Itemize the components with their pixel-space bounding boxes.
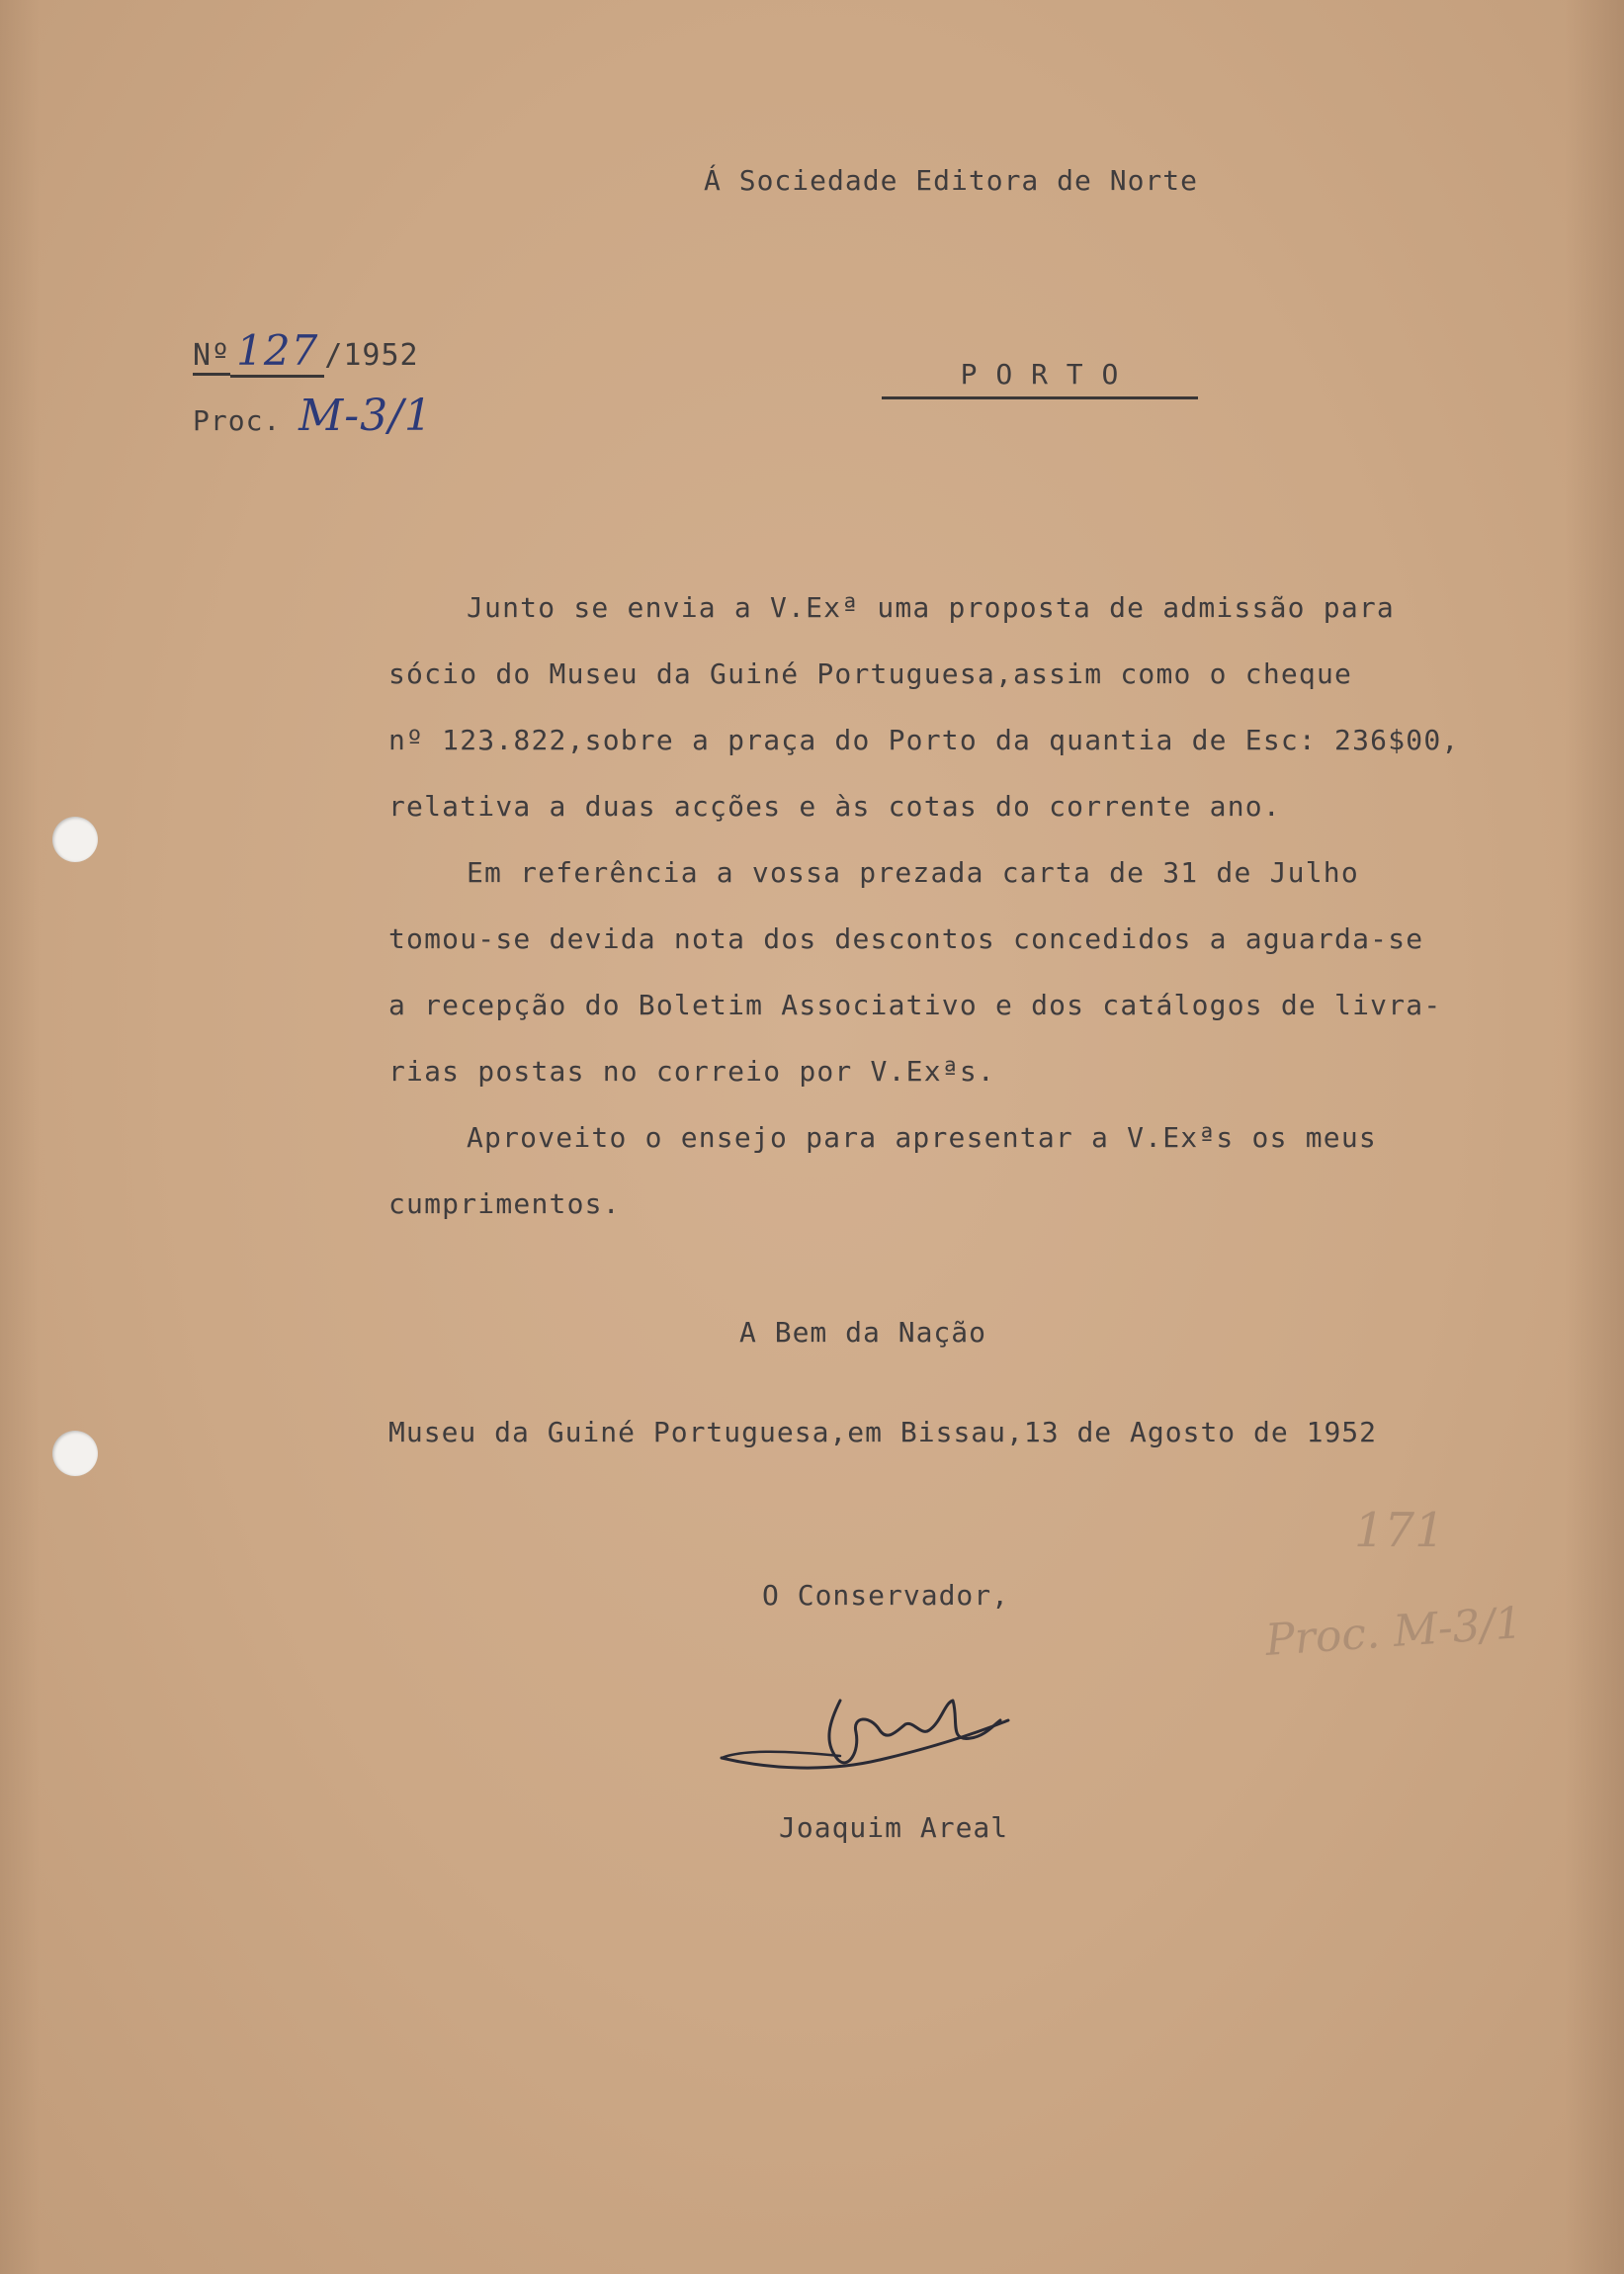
- body-line-3: nº 123.822,sobre a praça do Porto da quantia de Esc: 236$00,: [388, 724, 1460, 756]
- signature: [712, 1681, 1028, 1799]
- place-and-date: Museu da Guiné Portuguesa,em Bissau,13 de Agosto de 1952: [388, 1416, 1378, 1448]
- reference-year: /1952: [324, 338, 419, 373]
- salutation: A Bem da Nação: [739, 1316, 987, 1349]
- city-heading: P O R T O: [882, 358, 1198, 399]
- pencil-note-proc: Proc. M-3/1: [1263, 1597, 1524, 1667]
- body-line-1: Junto se envia a V.Exª uma proposta de admissão para: [467, 591, 1395, 624]
- punch-hole-top: [52, 817, 98, 862]
- body-line-7: a recepção do Boletim Associativo e dos catálogos de livra-: [388, 989, 1442, 1021]
- signature-scribble-icon: [712, 1681, 1028, 1799]
- reference-number: [193, 326, 419, 375]
- signatory-name: Joaquim Areal: [779, 1811, 1009, 1844]
- body-line-10: cumprimentos.: [388, 1187, 621, 1220]
- body-line-4: relativa a duas acções e às cotas do corrente ano.: [388, 790, 1281, 823]
- left-edge-shadow: [0, 0, 40, 2274]
- number-prefix: Nº: [193, 338, 230, 376]
- body-line-6: tomou-se devida nota dos descontos concedidos a aguarda-se: [388, 922, 1424, 955]
- handwritten-proc: M-3/1: [299, 391, 433, 441]
- addressee: Á Sociedade Editora de Norte: [704, 164, 1199, 197]
- body-line-8: rias postas no correio por V.Exªs.: [388, 1055, 995, 1088]
- body-line-2: sócio do Museu da Guiné Portuguesa,assim como o cheque: [388, 657, 1353, 690]
- proc-label: Proc.: [193, 404, 282, 437]
- body-line-9: Aproveito o ensejo para apresentar a V.Exªs os meus: [467, 1121, 1377, 1154]
- pencil-note-number: 171: [1354, 1503, 1445, 1558]
- signatory-title: O Conservador,: [762, 1579, 1010, 1612]
- punch-hole-bottom: [52, 1431, 98, 1476]
- body-line-5: Em referência a vossa prezada carta de 31 de Julho: [467, 856, 1359, 889]
- handwritten-number: 127: [230, 326, 324, 378]
- right-edge-shadow: [1565, 0, 1624, 2274]
- process-reference: [193, 391, 433, 441]
